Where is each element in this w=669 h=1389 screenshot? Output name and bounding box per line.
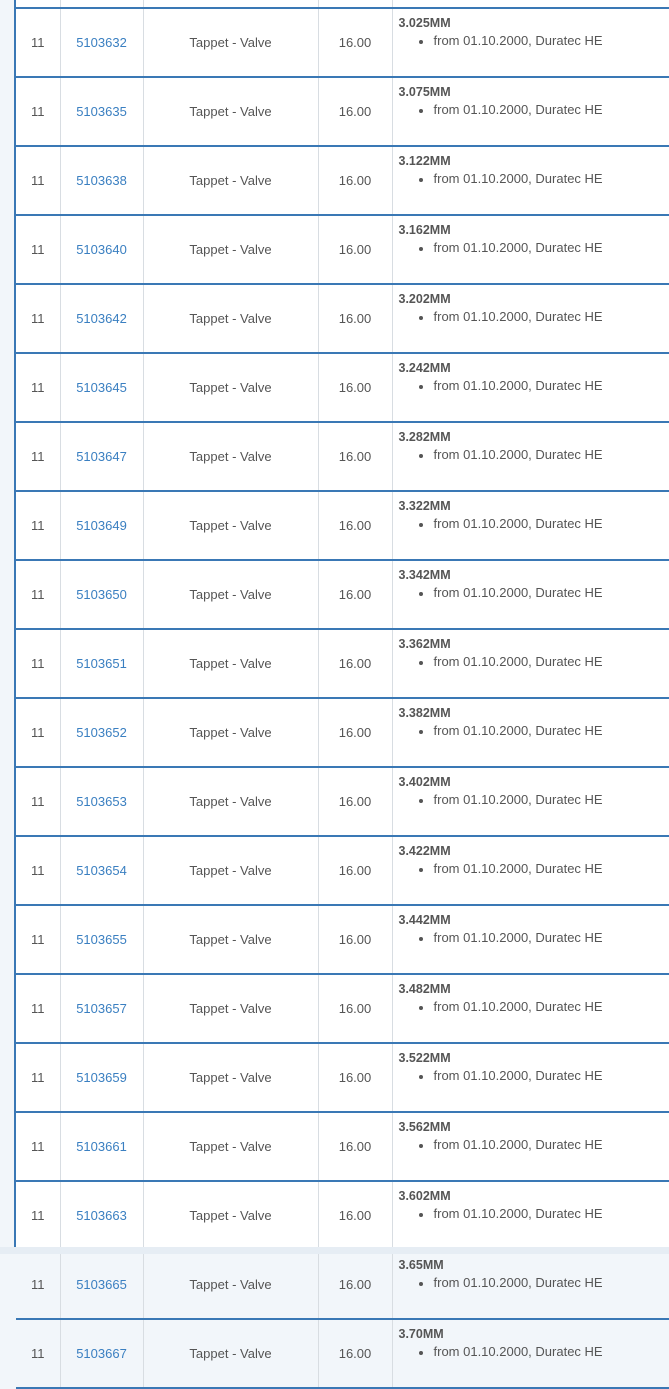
remark-note: from 01.10.2000, Duratec HE <box>434 1137 669 1153</box>
part-number-cell <box>60 1319 143 1388</box>
part-quantity: 16.00 <box>318 836 392 905</box>
table-row <box>16 1043 669 1112</box>
table-row <box>16 422 669 491</box>
part-number-cell <box>60 560 143 629</box>
part-number-link[interactable]: 5103632 <box>76 35 127 50</box>
row-number: 11 <box>16 146 60 215</box>
part-quantity: 16.00 <box>318 1181 392 1250</box>
row-number: 11 <box>16 1250 60 1319</box>
part-number-cell <box>60 629 143 698</box>
part-number-link[interactable]: 5103647 <box>76 449 127 464</box>
remark-list <box>399 930 669 946</box>
part-remark-cell <box>392 905 669 974</box>
part-description: Tappet - Valve <box>143 8 318 77</box>
remark-note: from 01.10.2000, Duratec HE <box>434 654 669 670</box>
row-number: 11 <box>16 422 60 491</box>
remark-list <box>399 723 669 739</box>
remark-note: from 01.10.2000, Duratec HE <box>434 930 669 946</box>
part-number-cell <box>60 974 143 1043</box>
remark-title: 3.075MM <box>399 85 669 99</box>
part-number-link[interactable]: 5103661 <box>76 1139 127 1154</box>
part-description: Tappet - Valve <box>143 560 318 629</box>
table-row <box>16 974 669 1043</box>
part-quantity: 16.00 <box>318 905 392 974</box>
remark-list <box>399 792 669 808</box>
part-number-cell <box>60 146 143 215</box>
part-remark-cell <box>392 77 669 146</box>
row-number: 11 <box>16 698 60 767</box>
remark-list <box>399 378 669 394</box>
part-quantity: 16.00 <box>318 353 392 422</box>
remark-list <box>399 861 669 877</box>
part-description: Tappet - Valve <box>143 767 318 836</box>
remark-title: 3.482MM <box>399 982 669 996</box>
table-row <box>16 146 669 215</box>
part-quantity: 16.00 <box>318 8 392 77</box>
part-description: Tappet - Valve <box>143 974 318 1043</box>
remark-note: from 01.10.2000, Duratec HE <box>434 792 669 808</box>
remark-title: 3.562MM <box>399 1120 669 1134</box>
remark-title: 3.242MM <box>399 361 669 375</box>
remark-list <box>399 1068 669 1084</box>
part-number-link[interactable]: 5103654 <box>76 863 127 878</box>
page-background-strip <box>0 1247 669 1254</box>
part-description: Tappet - Valve <box>143 77 318 146</box>
remark-note: from 01.10.2000, Duratec HE <box>434 516 669 532</box>
part-description: Tappet - Valve <box>143 836 318 905</box>
remark-note: from 01.10.2000, Duratec HE <box>434 1275 669 1291</box>
table-row <box>16 698 669 767</box>
part-quantity: 16.00 <box>318 560 392 629</box>
remark-note: from 01.10.2000, Duratec HE <box>434 861 669 877</box>
remark-note: from 01.10.2000, Duratec HE <box>434 33 669 49</box>
part-quantity: 16.00 <box>318 1112 392 1181</box>
part-number-cell <box>60 1112 143 1181</box>
row-number: 11 <box>16 284 60 353</box>
table-row <box>16 767 669 836</box>
remark-list <box>399 240 669 256</box>
row-number: 11 <box>16 491 60 560</box>
row-number: 11 <box>16 560 60 629</box>
part-remark-cell <box>392 629 669 698</box>
part-number-link[interactable]: 5103650 <box>76 587 127 602</box>
parts-table-frame <box>14 0 669 1247</box>
table-row <box>16 1112 669 1181</box>
part-description: Tappet - Valve <box>143 284 318 353</box>
remark-list <box>399 1344 669 1360</box>
part-number-cell <box>60 836 143 905</box>
part-remark-cell <box>392 836 669 905</box>
part-number-cell <box>60 491 143 560</box>
part-description: Tappet - Valve <box>143 146 318 215</box>
part-number-link[interactable]: 5103638 <box>76 173 127 188</box>
remark-title: 3.522MM <box>399 1051 669 1065</box>
part-quantity: 16.00 <box>318 698 392 767</box>
row-number: 11 <box>16 77 60 146</box>
table-row <box>16 629 669 698</box>
part-remark-cell <box>392 560 669 629</box>
remark-list <box>399 447 669 463</box>
remark-note: from 01.10.2000, Duratec HE <box>434 1206 669 1222</box>
part-remark-cell <box>392 1112 669 1181</box>
part-quantity: 16.00 <box>318 146 392 215</box>
part-number-link[interactable]: 5103659 <box>76 1070 127 1085</box>
remark-title: 3.202MM <box>399 292 669 306</box>
remark-list <box>399 171 669 187</box>
part-description: Tappet - Valve <box>143 1112 318 1181</box>
remark-note: from 01.10.2000, Duratec HE <box>434 1068 669 1084</box>
row-number: 11 <box>16 1112 60 1181</box>
remark-list <box>399 585 669 601</box>
part-remark-cell <box>392 8 669 77</box>
remark-list <box>399 654 669 670</box>
part-number-link[interactable]: 5103645 <box>76 380 127 395</box>
remark-note: from 01.10.2000, Duratec HE <box>434 1344 669 1360</box>
remark-note: from 01.10.2000, Duratec HE <box>434 171 669 187</box>
remark-title: 3.342MM <box>399 568 669 582</box>
table-row <box>16 353 669 422</box>
part-number-link[interactable]: 5103652 <box>76 725 127 740</box>
table-row <box>16 1319 669 1388</box>
remark-list <box>399 1275 669 1291</box>
part-number-link[interactable]: 5103657 <box>76 1001 127 1016</box>
part-description: Tappet - Valve <box>143 353 318 422</box>
parts-table <box>16 0 669 1389</box>
part-number-cell <box>60 1181 143 1250</box>
part-remark-cell <box>392 284 669 353</box>
part-description: Tappet - Valve <box>143 698 318 767</box>
part-quantity: 16.00 <box>318 215 392 284</box>
part-number-cell <box>60 353 143 422</box>
part-description: Tappet - Valve <box>143 491 318 560</box>
part-quantity: 16.00 <box>318 767 392 836</box>
row-number: 11 <box>16 1043 60 1112</box>
part-number-link[interactable]: 5103655 <box>76 932 127 947</box>
table-row <box>16 560 669 629</box>
table-row <box>16 491 669 560</box>
part-description: Tappet - Valve <box>143 629 318 698</box>
part-number-link[interactable]: 5103653 <box>76 794 127 809</box>
part-description: Tappet - Valve <box>143 215 318 284</box>
part-number-cell <box>60 1043 143 1112</box>
remark-note: from 01.10.2000, Duratec HE <box>434 999 669 1015</box>
remark-note: from 01.10.2000, Duratec HE <box>434 309 669 325</box>
part-number-link[interactable]: 5103635 <box>76 104 127 119</box>
remark-title: 3.442MM <box>399 913 669 927</box>
remark-list <box>399 999 669 1015</box>
remark-note: from 01.10.2000, Duratec HE <box>434 447 669 463</box>
remark-title: 3.025MM <box>399 16 669 30</box>
part-quantity: 16.00 <box>318 77 392 146</box>
remark-title: 3.382MM <box>399 706 669 720</box>
remark-list <box>399 1137 669 1153</box>
part-remark-cell <box>392 353 669 422</box>
remark-note: from 01.10.2000, Duratec HE <box>434 240 669 256</box>
remark-title: 3.70MM <box>399 1327 669 1341</box>
row-number: 11 <box>16 836 60 905</box>
parts-table-body <box>16 0 669 1388</box>
row-number: 11 <box>16 215 60 284</box>
table-row <box>16 905 669 974</box>
remark-title: 3.282MM <box>399 430 669 444</box>
part-quantity: 16.00 <box>318 422 392 491</box>
row-number: 11 <box>16 974 60 1043</box>
remark-note: from 01.10.2000, Duratec HE <box>434 378 669 394</box>
part-number-link[interactable]: 5103665 <box>76 1277 127 1292</box>
part-number-link[interactable]: 5103640 <box>76 242 127 257</box>
table-row <box>16 215 669 284</box>
table-row <box>16 77 669 146</box>
remark-title: 3.65MM <box>399 1258 669 1272</box>
previous-row-fragment <box>16 0 669 8</box>
part-remark-cell <box>392 215 669 284</box>
part-number-cell <box>60 77 143 146</box>
part-remark-cell <box>392 974 669 1043</box>
part-quantity: 16.00 <box>318 1319 392 1388</box>
row-number: 11 <box>16 905 60 974</box>
part-number-link[interactable]: 5103649 <box>76 518 127 533</box>
table-row <box>16 8 669 77</box>
part-description: Tappet - Valve <box>143 1250 318 1319</box>
part-quantity: 16.00 <box>318 1043 392 1112</box>
row-number: 11 <box>16 8 60 77</box>
remark-list <box>399 33 669 49</box>
row-number: 11 <box>16 767 60 836</box>
part-quantity: 16.00 <box>318 974 392 1043</box>
part-number-cell <box>60 905 143 974</box>
part-description: Tappet - Valve <box>143 1043 318 1112</box>
part-number-cell <box>60 215 143 284</box>
remark-title: 3.362MM <box>399 637 669 651</box>
part-remark-cell <box>392 698 669 767</box>
part-quantity: 16.00 <box>318 1250 392 1319</box>
remark-list <box>399 309 669 325</box>
remark-note: from 01.10.2000, Duratec HE <box>434 102 669 118</box>
part-number-cell <box>60 284 143 353</box>
part-remark-cell <box>392 767 669 836</box>
remark-title: 3.162MM <box>399 223 669 237</box>
remark-list <box>399 1206 669 1222</box>
part-number-cell <box>60 1250 143 1319</box>
part-remark-cell <box>392 1250 669 1319</box>
part-description: Tappet - Valve <box>143 422 318 491</box>
part-quantity: 16.00 <box>318 491 392 560</box>
table-row <box>16 284 669 353</box>
part-remark-cell <box>392 422 669 491</box>
part-number-cell <box>60 698 143 767</box>
part-number-cell <box>60 8 143 77</box>
row-number: 11 <box>16 629 60 698</box>
part-number-cell <box>60 767 143 836</box>
remark-title: 3.122MM <box>399 154 669 168</box>
row-number: 11 <box>16 1181 60 1250</box>
part-remark-cell <box>392 491 669 560</box>
part-number-link[interactable]: 5103663 <box>76 1208 127 1223</box>
remark-title: 3.422MM <box>399 844 669 858</box>
remark-title: 3.602MM <box>399 1189 669 1203</box>
part-number-cell <box>60 422 143 491</box>
part-remark-cell <box>392 1181 669 1250</box>
remark-list <box>399 102 669 118</box>
part-quantity: 16.00 <box>318 629 392 698</box>
remark-note: from 01.10.2000, Duratec HE <box>434 585 669 601</box>
table-row <box>16 836 669 905</box>
part-quantity: 16.00 <box>318 284 392 353</box>
row-number: 11 <box>16 1319 60 1388</box>
part-number-link[interactable]: 5103651 <box>76 656 127 671</box>
remark-title: 3.402MM <box>399 775 669 789</box>
part-remark-cell <box>392 1319 669 1388</box>
remark-list <box>399 516 669 532</box>
part-description: Tappet - Valve <box>143 1319 318 1388</box>
part-number-link[interactable]: 5103667 <box>76 1346 127 1361</box>
table-row <box>16 1181 669 1250</box>
part-description: Tappet - Valve <box>143 905 318 974</box>
part-description: Tappet - Valve <box>143 1181 318 1250</box>
table-row <box>16 1250 669 1319</box>
part-number-link[interactable]: 5103642 <box>76 311 127 326</box>
row-number: 11 <box>16 353 60 422</box>
part-remark-cell <box>392 1043 669 1112</box>
remark-note: from 01.10.2000, Duratec HE <box>434 723 669 739</box>
part-remark-cell <box>392 146 669 215</box>
remark-title: 3.322MM <box>399 499 669 513</box>
